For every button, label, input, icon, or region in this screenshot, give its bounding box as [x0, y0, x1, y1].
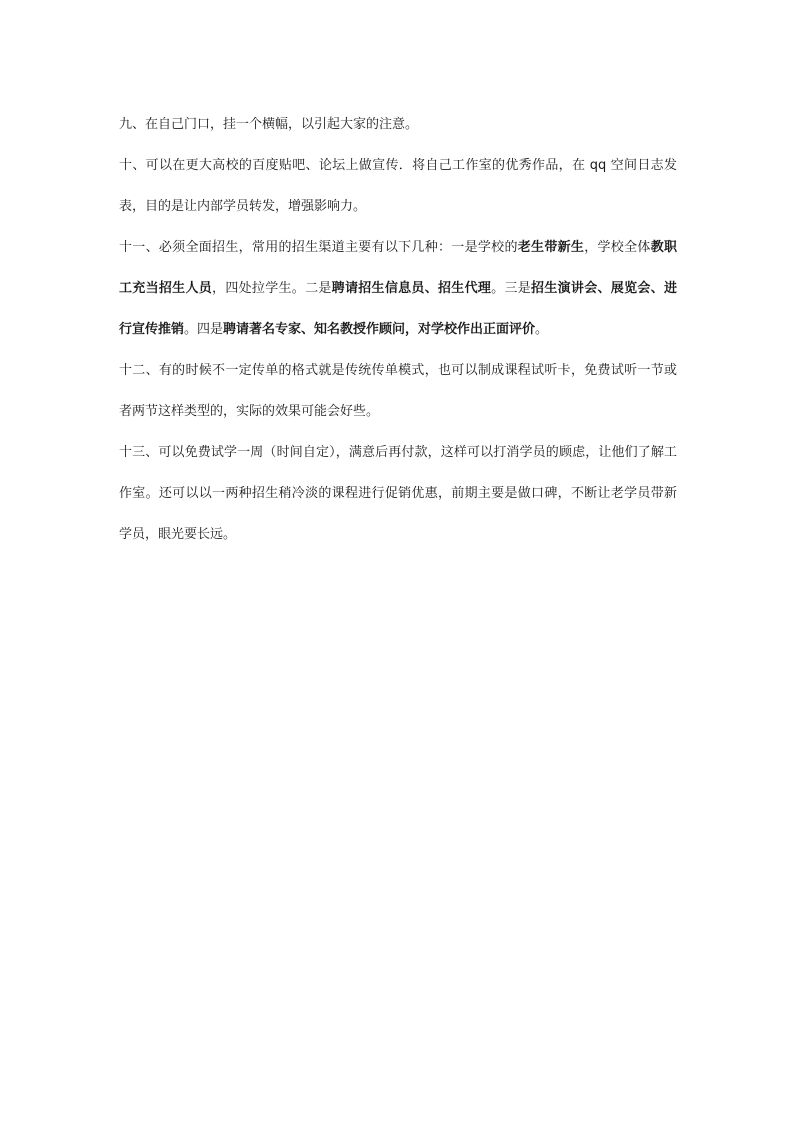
paragraph-5: [119, 432, 677, 555]
text-segment: 九、在自己门口，挂一个横幅，以引起大家的注意。: [119, 117, 419, 132]
bold-text-segment: 老生带新生: [517, 240, 585, 255]
text-segment: 十一、必须全面招生，常用的招生渠道主要有以下几种：一是学校的: [119, 240, 518, 255]
bold-text-segment: 教职工充当招生人员: [119, 240, 677, 296]
bold-text-segment: 聘请著名专家、知名教授作顾问，对学校作出正面评价: [223, 322, 536, 337]
text-segment: ，学校全体: [584, 240, 651, 255]
text-segment: 。: [535, 322, 549, 337]
text-segment: 十二、有的时候不一定传单的格式就是传统传单模式，也可以制成课程试听卡，免费试听一节或者两节这样类型的，实际的效果可能会好些。: [119, 363, 677, 419]
document-body: [119, 104, 677, 555]
text-segment: 十、可以在更大高校的百度贴吧、论坛上做宣传．将自己工作室的优秀作品，在 qq 空间日志发表，目的是让内部学员转发，增强影响力。: [119, 158, 677, 214]
paragraph-4: [119, 350, 677, 432]
text-segment: 。三是: [491, 281, 532, 296]
paragraph-1: [119, 104, 677, 145]
text-segment: 十三、可以免费试学一周（时间自定），满意后再付款，这样可以打消学员的顾虑，让他们了解工作室。还可以以一两种招生稍冷淡的课程进行促销优惠，前期主要是做口碑，不断让老学员带新学员，眼光要长远。: [119, 445, 677, 542]
text-segment: 。四是: [184, 322, 224, 337]
paragraph-3: [119, 227, 677, 350]
text-segment: ，四处拉学生。二是: [212, 281, 332, 296]
bold-text-segment: 招生演讲会、展览会、进行宣传推销: [119, 281, 677, 337]
bold-text-segment: 聘请招生信息员、招生代理: [331, 281, 492, 296]
paragraph-2: [119, 145, 677, 227]
